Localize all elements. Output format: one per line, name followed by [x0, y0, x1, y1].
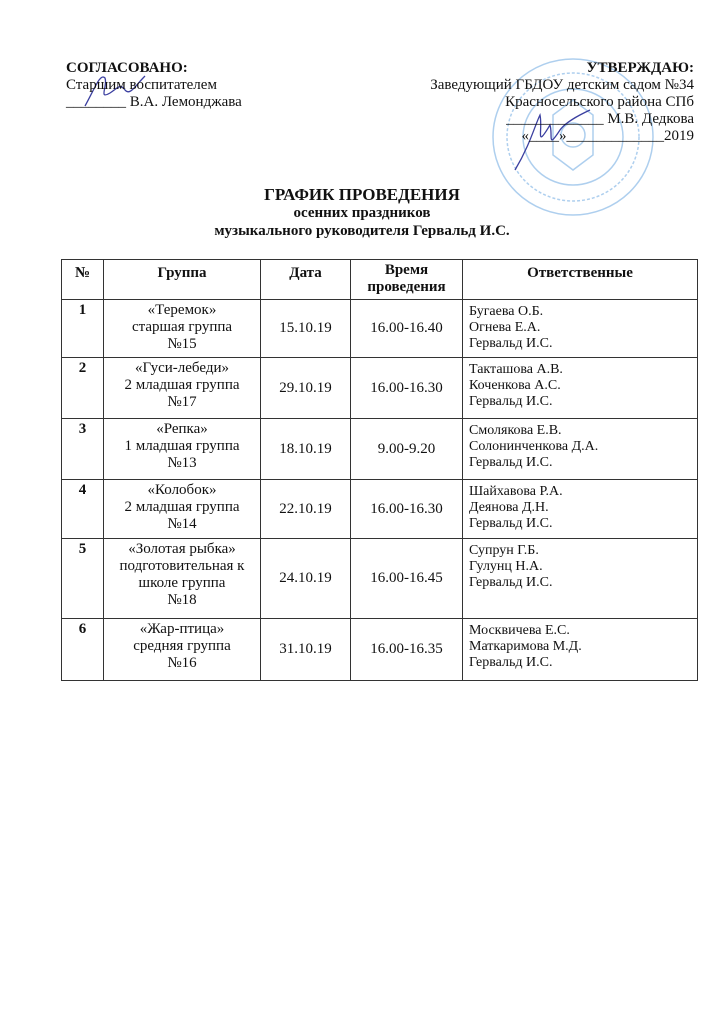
date-text: 22.10.19: [279, 500, 332, 517]
responsible-person: Гулунц Н.А.: [469, 559, 543, 574]
group-line: №17: [167, 394, 197, 410]
date-cell: [261, 539, 351, 619]
group-cell: [104, 300, 261, 358]
table-header-row: [62, 260, 698, 300]
responsible-person: Гервальд И.С.: [469, 455, 553, 470]
responsible-person: Москвичева Е.С.: [469, 623, 570, 638]
time-cell: [351, 358, 463, 419]
time-text: 16.00-16.40: [370, 320, 443, 336]
group-cell: [104, 619, 261, 681]
responsible-cell: [463, 300, 698, 358]
approval-left-heading: СОГЛАСОВАНО:: [66, 60, 188, 76]
group-line: №18: [167, 592, 197, 608]
row-number: [62, 419, 104, 480]
group-cell: [104, 480, 261, 539]
time-cell: [351, 419, 463, 480]
responsible-cell: [463, 619, 698, 681]
row-number: [62, 358, 104, 419]
group-line: «Репка»: [156, 421, 208, 437]
approval-right-line4: «____»_____________2019: [521, 128, 694, 144]
group-cell: [104, 358, 261, 419]
approval-left: [66, 60, 242, 111]
row-number: [62, 480, 104, 539]
approval-left-position: Старшим воспитателем: [66, 77, 217, 93]
table-body: [62, 300, 698, 681]
group-line: подготовительная к: [119, 558, 245, 574]
approval-right-line3: _____________ М.В. Дедкова: [506, 111, 694, 127]
responsible-person: Гервальд И.С.: [469, 394, 553, 409]
time-text: 16.00-16.35: [370, 641, 443, 657]
header-group: Группа: [104, 260, 261, 300]
group-line: №15: [167, 336, 197, 352]
group-line: №16: [167, 655, 197, 671]
title-line1: ГРАФИК ПРОВЕДЕНИЯ: [264, 185, 460, 204]
row-number-text: 2: [78, 360, 87, 376]
date-text: 24.10.19: [279, 570, 332, 586]
responsible-person: Бугаева О.Б.: [469, 304, 544, 319]
title-line2: осенних праздников: [293, 205, 431, 221]
group-line: «Гуси-лебеди»: [135, 360, 229, 376]
time-text: 16.00-16.45: [370, 570, 443, 586]
header-date: Дата: [261, 260, 351, 300]
group-line: школе группа: [138, 575, 226, 591]
responsible-person: Смолякова Е.В.: [469, 423, 562, 438]
group-line: 2 младшая группа: [124, 499, 240, 515]
time-text: 16.00-16.30: [370, 379, 443, 396]
table-row: [62, 419, 698, 480]
time-text: 9.00-9.20: [377, 440, 436, 457]
responsible-cell: [463, 419, 698, 480]
responsible-cell: [463, 539, 698, 619]
group-cell: [104, 419, 261, 480]
group-line: средняя группа: [133, 638, 231, 654]
responsible-person: Супрун Г.Б.: [469, 543, 539, 558]
row-number-text: 3: [78, 421, 87, 437]
group-line: «Колобок»: [147, 482, 217, 498]
responsible-person: Деянова Д.Н.: [469, 500, 549, 515]
responsible-person: Гервальд И.С.: [469, 336, 553, 351]
responsible-person: Такташова А.В.: [469, 362, 563, 377]
responsible-person: Маткаримова М.Д.: [469, 639, 582, 654]
approval-right: [430, 60, 694, 145]
approval-right-line2: Красносельского района СПб: [505, 94, 694, 110]
row-number: [62, 539, 104, 619]
group-line: «Жар-птица»: [139, 621, 225, 637]
table-row: [62, 358, 698, 419]
responsible-person: Гервальд И.С.: [469, 516, 553, 531]
date-text: 29.10.19: [279, 379, 332, 396]
group-line: 1 младшая группа: [124, 438, 240, 454]
row-number-text: 5: [78, 541, 87, 557]
time-cell: [351, 480, 463, 539]
row-number: [62, 619, 104, 681]
group-line: №14: [167, 516, 197, 532]
time-cell: [351, 619, 463, 681]
approval-right-heading: УТВЕРЖДАЮ:: [586, 60, 694, 76]
group-line: №13: [167, 455, 197, 471]
date-cell: [261, 419, 351, 480]
table-row: [62, 539, 698, 619]
title-line3: музыкального руководителя Гервальд И.С.: [214, 223, 510, 239]
date-text: 31.10.19: [279, 641, 332, 657]
header-responsible: Ответственные: [463, 260, 698, 300]
group-cell: [104, 539, 261, 619]
table-row: [62, 480, 698, 539]
responsible-cell: [463, 480, 698, 539]
date-cell: [261, 480, 351, 539]
date-cell: [261, 300, 351, 358]
date-text: 18.10.19: [279, 440, 332, 457]
responsible-person: Солонинченкова Д.А.: [469, 439, 599, 454]
header-number: №: [62, 260, 104, 300]
approval-right-line1: Заведующий ГБДОУ детским садом №34: [430, 77, 694, 93]
row-number-text: 6: [78, 621, 87, 637]
header-time: Время проведения: [351, 260, 463, 300]
table-row: [62, 300, 698, 358]
row-number: [62, 300, 104, 358]
time-cell: [351, 300, 463, 358]
approval-left-name: ________ В.А. Лемонджава: [66, 94, 242, 110]
responsible-person: Гервальд И.С.: [469, 655, 553, 670]
responsible-person: Шайхавова Р.А.: [469, 484, 563, 499]
date-cell: [261, 619, 351, 681]
date-cell: [261, 358, 351, 419]
responsible-person: Огнева Е.А.: [469, 320, 541, 335]
group-line: старшая группа: [131, 319, 233, 335]
time-text: 16.00-16.30: [370, 500, 443, 517]
schedule-table: [61, 259, 698, 681]
document-title: [0, 185, 724, 240]
responsible-person: Гервальд И.С.: [469, 575, 553, 590]
time-cell: [351, 539, 463, 619]
table-row: [62, 619, 698, 681]
responsible-person: Коченкова А.С.: [469, 378, 561, 393]
row-number-text: 4: [78, 482, 87, 498]
responsible-cell: [463, 358, 698, 419]
group-line: «Золотая рыбка»: [128, 541, 236, 557]
group-line: «Теремок»: [147, 302, 217, 318]
date-text: 15.10.19: [279, 320, 332, 336]
row-number-text: 1: [78, 302, 87, 318]
group-line: 2 младшая группа: [124, 377, 240, 393]
